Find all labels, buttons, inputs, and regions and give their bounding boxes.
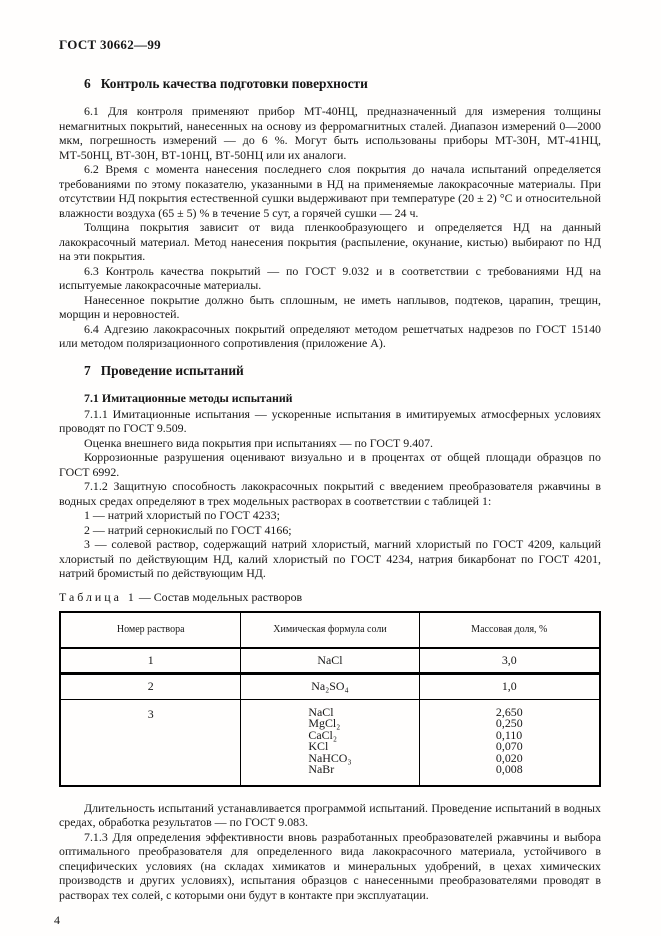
formula-line: KCl: [308, 739, 329, 754]
section-7-title-text: Проведение испытаний: [100, 362, 244, 378]
table-1-caption-label: Таблица 1: [59, 589, 137, 604]
section-7-number: 7: [84, 362, 91, 378]
column-header-mass-fraction: Массовая доля, %: [419, 612, 600, 648]
formula-line: NaHCO₃: [308, 750, 352, 765]
formula-line: NaBr: [308, 762, 335, 777]
fraction-line: 0,110: [495, 727, 523, 742]
table-row: [60, 699, 600, 786]
cell-solution-number: 1: [60, 648, 241, 674]
cell-formula-list: [241, 699, 419, 786]
cell-fraction-list: [419, 699, 600, 786]
cell-formula: Na₂SO₄: [241, 674, 419, 700]
cell-fraction: 3,0: [419, 648, 600, 674]
table-row: [60, 648, 600, 674]
paragraph-7-1-2: 7.1.2 Защитную способность лакокрасочных покрытий с введением преобразователя ржавчины в водных средах определяют в трех модельных растворах в соответствии с таблицей 1:: [59, 479, 601, 508]
cell-formula: NaCl: [241, 648, 419, 674]
paragraph-6-4: 6.4 Адгезию лакокрасочных покрытий определяют методом решетчатых надрезов по ГОСТ 15140 или методом поляризационного сопротивления (приложение А).: [59, 321, 601, 350]
table-1-caption-text: — Состав модельных растворов: [138, 589, 303, 604]
paragraph-6-2: 6.2 Время с момента нанесения последнего слоя покрытия до начала испытаний определяется требованиями по этому показателю, указанными в НД на применяемые лакокрасочные материалы. При отсутствии НД покрытия естественной сушки выдерживают при температуре (20 ± 2) °С и относительной влажности воздуха (65 ± 5) % в течение 5 сут, а горячей сушки — 24 ч.: [59, 162, 601, 220]
section-6-title-text: Контроль качества подготовки поверхности: [100, 75, 368, 91]
cell-fraction: 1,0: [419, 674, 600, 700]
paragraph-test-duration: Длительность испытаний устанавливается программой испытаний. Проведение испытаний в водных средах, обработка результатов — по ГОСТ 9.083.: [59, 800, 601, 830]
column-header-chemical-formula: Химическая формула соли: [241, 612, 419, 648]
cell-solution-number: 3: [147, 706, 154, 721]
section-6-number: 6: [84, 75, 91, 91]
formula-line: CaCl₂: [308, 727, 338, 742]
section-6-title: [59, 77, 601, 92]
formula-line: MgCl₂: [308, 716, 341, 731]
formula-line: NaCl: [308, 704, 334, 719]
fraction-line: 2,650: [495, 704, 523, 719]
fraction-line: 0,008: [495, 762, 523, 777]
paragraph-6-3-coating: Нанесенное покрытие должно быть сплошным, не иметь наплывов, подтеков, царапин, трещин, морщин и неровностей.: [59, 292, 601, 321]
table-1-caption: [59, 590, 601, 605]
table-header-row: [60, 612, 600, 648]
fraction-stack: [495, 704, 523, 777]
fraction-line: 0,020: [495, 750, 523, 765]
section-7-title: [59, 364, 601, 379]
table-1-model-solutions: [59, 611, 601, 787]
solution-list-item-2: 2 — натрий сернокислый по ГОСТ 4166;: [84, 522, 292, 537]
fraction-line: 0,250: [495, 716, 523, 731]
paragraph-6-1: 6.1 Для контроля применяют прибор МТ-40НЦ, предназначенный для измерения толщины немагнитных покрытий, нанесенных на основу из ферромагнитных сталей. Диапазон измерений 0—2000 мкм, погрешность измерений — до 6 %. Могут быть использованы приборы МТ-30Н, МТ-41НЦ, МТ-50НЦ, ВТ-30Н, ВТ-10НЦ, ВТ-50НЦ или их аналоги.: [59, 104, 601, 162]
subsection-7-1-title: 7.1 Имитационные методы испытаний: [84, 391, 293, 405]
page-number: 4: [54, 913, 60, 928]
paragraph-6-3: 6.3 Контроль качества покрытий — по ГОСТ 9.032 и в соответствии с требованиями НД на испытуемые лакокрасочные материалы.: [59, 263, 601, 292]
paragraph-7-1-1: 7.1.1 Имитационные испытания — ускоренные испытания в имитируемых атмосферных условиях проводят по ГОСТ 9.509.: [59, 406, 601, 435]
paragraph-7-1-3: 7.1.3 Для определения эффективности вновь разработанных преобразователей ржавчины и выбора оптимального преобразователя для определенного вида лакокрасочного материала, устойчивого в специфических условиях (на складах химикатов и минеральных удобрений, в цехах химических производств и других условиях), испытания образцов с нанесенными преобразователями проводят в растворах тех солей, с которыми они будут в контакте при эксплуатации.: [59, 829, 601, 902]
column-header-solution-number: Номер раствора: [60, 612, 241, 648]
paragraph-7-1-1-appearance: Оценка внешнего вида покрытия при испытаниях — по ГОСТ 9.407.: [84, 435, 434, 450]
standard-number: ГОСТ 30662—99: [59, 37, 161, 52]
paragraph-6-2-thickness: Толщина покрытия зависит от вида пленкообразующего и определяется НД на данный лакокрасочный материал. Метод нанесения покрытия (распыление, окунание, кистью) выбирают по НД на эти покрытия.: [59, 220, 601, 263]
fraction-line: 0,070: [495, 739, 523, 754]
formula-stack: [308, 704, 352, 777]
table-row: [60, 674, 600, 700]
solution-list-item-1: 1 — натрий хлористый по ГОСТ 4233;: [84, 508, 280, 522]
cell-solution-number: 2: [60, 674, 241, 700]
solution-list-item-3: 3 — солевой раствор, содержащий натрий хлористый, магний хлористый по ГОСТ 4209, кальций хлористый по действующим НД, калий хлористый по ГОСТ 4234, натрия бикарбонат по ГОСТ 4201, натрий бромистый по действующим НД.: [59, 537, 601, 580]
paragraph-7-1-1-corrosion: Коррозионные разрушения оценивают визуально и в процентах от общей площади образцов по ГОСТ 6992.: [59, 450, 601, 479]
